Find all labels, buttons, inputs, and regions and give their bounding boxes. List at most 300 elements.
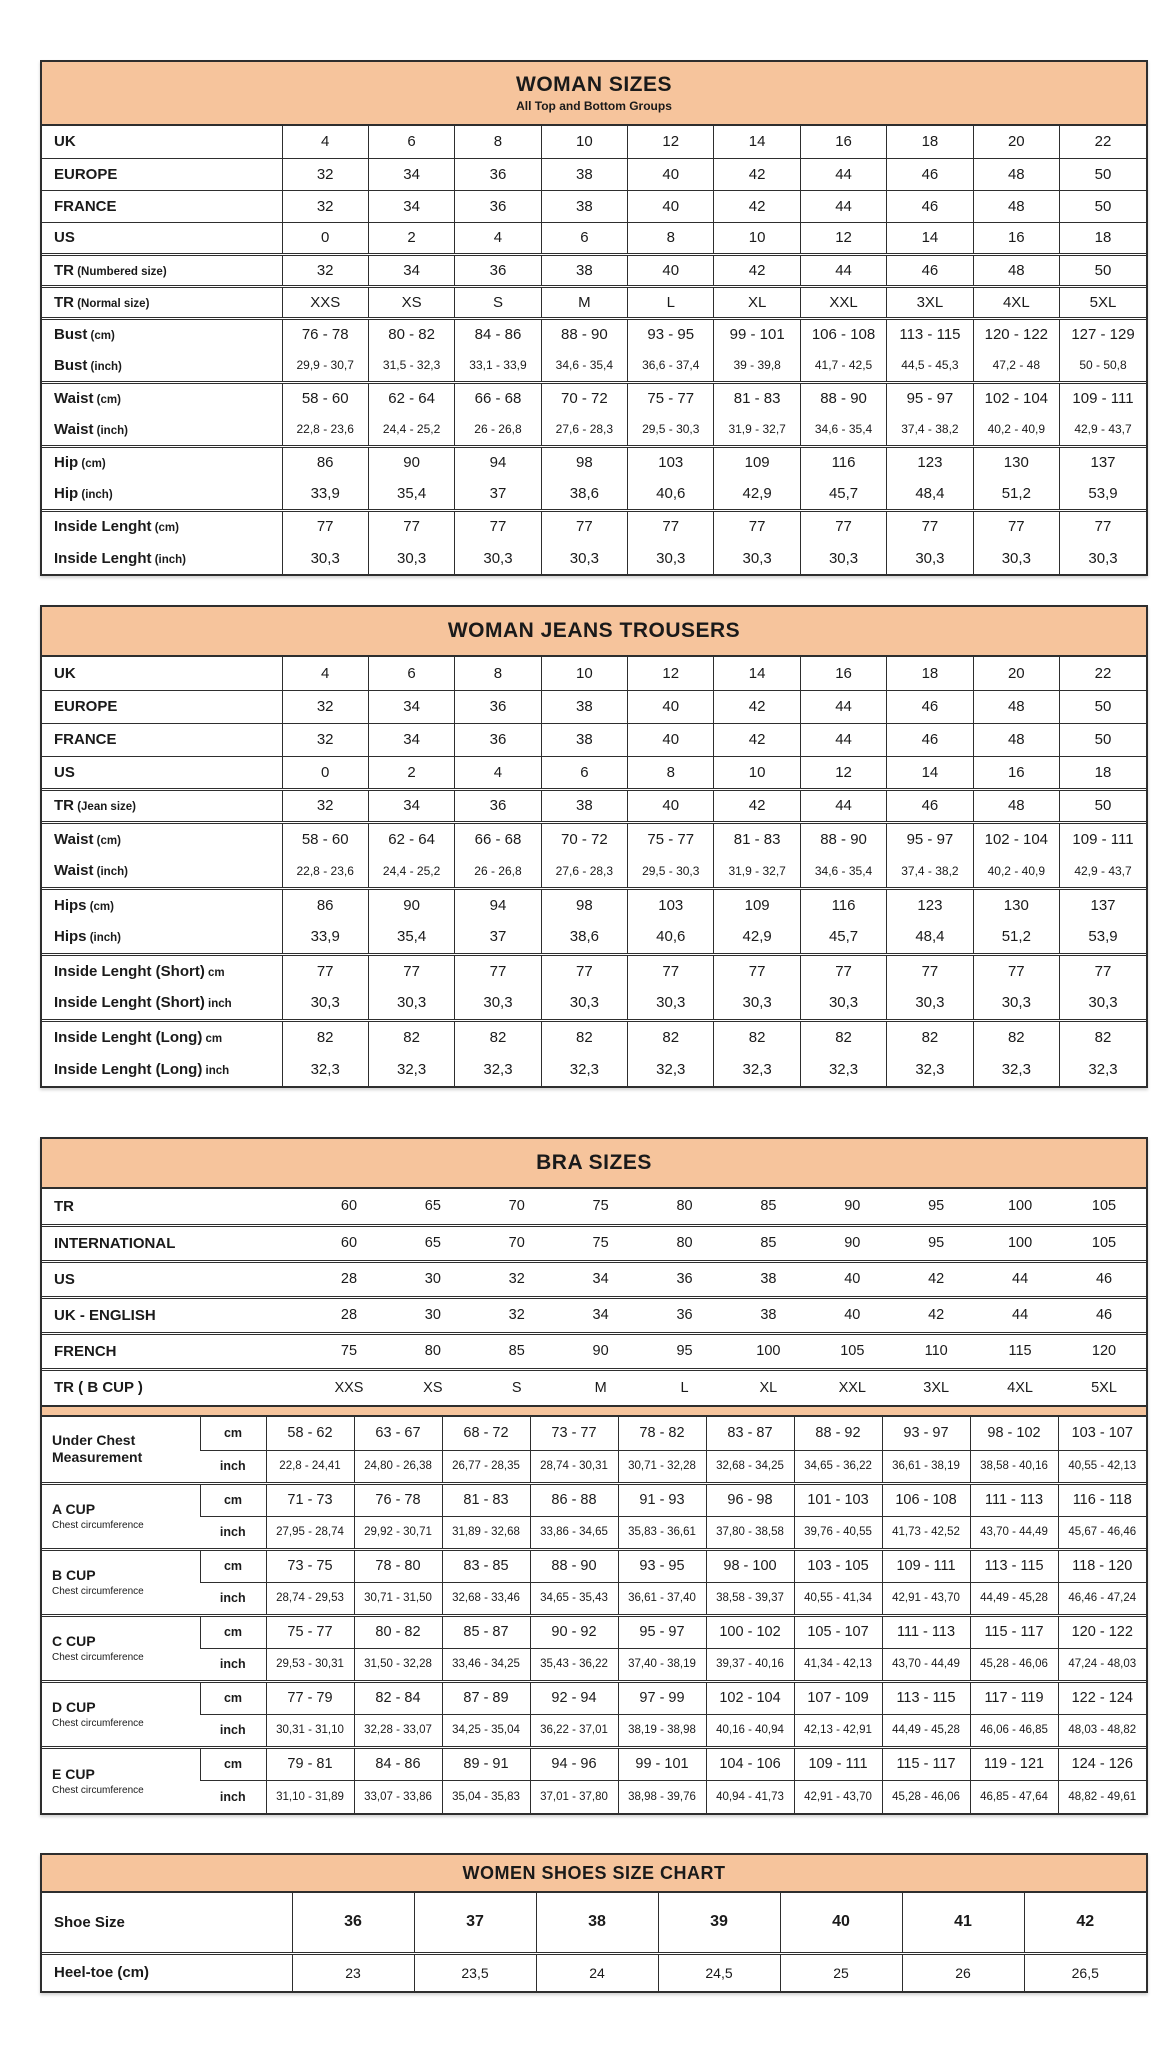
size-value: 95 (643, 1333, 727, 1369)
size-value: 100 (978, 1225, 1062, 1261)
size-row (42, 542, 1146, 574)
size-value: 41 (902, 1893, 1024, 1953)
cup-row (42, 1780, 1146, 1813)
size-value: 37,01 - 37,80 (530, 1780, 618, 1813)
size-value: 87 - 89 (442, 1681, 530, 1714)
size-value: 100 - 102 (706, 1615, 794, 1648)
size-value: 36,61 - 38,19 (882, 1450, 970, 1483)
size-value: 46,06 - 46,85 (970, 1714, 1058, 1747)
size-value: 86 (282, 446, 368, 478)
size-value: 38 (541, 789, 627, 822)
size-value: 51,2 (973, 478, 1059, 510)
size-value: 82 (368, 1020, 454, 1053)
size-row (42, 1261, 1146, 1297)
size-value: 82 (541, 1020, 627, 1053)
size-value: 77 (368, 510, 454, 542)
row-label (42, 1297, 307, 1333)
size-value: 37,4 - 38,2 (887, 855, 973, 888)
row-label-note: cm (202, 1032, 223, 1045)
size-value: 44 (800, 690, 886, 723)
size-value: 103 - 107 (1058, 1417, 1146, 1450)
cup-row (42, 1714, 1146, 1747)
row-label (42, 1953, 292, 1991)
size-value: 39 - 39,8 (714, 350, 800, 382)
size-value: 83 - 87 (706, 1417, 794, 1450)
size-value: 82 - 84 (354, 1681, 442, 1714)
row-label (42, 222, 282, 254)
size-value: 33,46 - 34,25 (442, 1648, 530, 1681)
row-label-text: Inside Lenght (Long) (54, 1028, 203, 1046)
size-value: 40 (628, 690, 714, 723)
size-value: 32 (282, 789, 368, 822)
row-label (42, 690, 282, 723)
size-value: 28 (307, 1261, 391, 1297)
size-value: 39,76 - 40,55 (794, 1516, 882, 1549)
row-label-note: cm (204, 966, 225, 979)
row-label (42, 789, 282, 822)
size-value: 42 (714, 254, 800, 286)
size-value: 12 (800, 756, 886, 789)
size-value: 46 (887, 789, 973, 822)
bra-sizes-table (40, 1137, 1148, 1815)
size-value: 40 (628, 158, 714, 190)
size-value: 99 - 101 (618, 1747, 706, 1780)
size-value: 32 (282, 190, 368, 222)
size-value: 29,5 - 30,3 (628, 855, 714, 888)
row-label (42, 855, 282, 888)
size-value: 103 (628, 888, 714, 921)
size-value: 30,3 (1060, 987, 1146, 1020)
size-value: 36,6 - 37,4 (628, 350, 714, 382)
row-label-text: Shoe Size (54, 1913, 125, 1931)
size-value: 32 (475, 1297, 559, 1333)
row-label (42, 1261, 307, 1297)
size-value: 14 (887, 222, 973, 254)
size-value: 40 (780, 1893, 902, 1953)
size-value: 80 (391, 1333, 475, 1369)
size-value: 42,9 - 43,7 (1060, 414, 1146, 446)
size-value: 42,91 - 43,70 (882, 1582, 970, 1615)
size-value: 122 - 124 (1058, 1681, 1146, 1714)
size-value: 30,3 (455, 542, 541, 574)
size-value: 75 - 77 (628, 822, 714, 855)
size-value: 80 (676, 1198, 693, 1215)
row-label-note: (inch) (86, 932, 122, 945)
size-value: 110 (894, 1333, 978, 1369)
size-value: 42 (894, 1261, 978, 1297)
size-value: 36 (455, 789, 541, 822)
size-value: 115 - 117 (970, 1615, 1058, 1648)
size-value: 77 (800, 510, 886, 542)
size-value: 93 - 95 (628, 318, 714, 350)
size-value: 95 (928, 1198, 945, 1215)
size-value: 24,5 (658, 1953, 780, 1991)
size-value: 30,3 (800, 987, 886, 1020)
size-value: 91 - 93 (618, 1483, 706, 1516)
cup-row (42, 1450, 1146, 1483)
size-value: 81 - 83 (714, 822, 800, 855)
size-value: 85 (726, 1225, 810, 1261)
size-value: 50 (1060, 723, 1146, 756)
size-value: 85 (475, 1333, 559, 1369)
size-value: 48 (973, 158, 1059, 190)
size-value: 77 (628, 510, 714, 542)
size-value: 30,3 (282, 987, 368, 1020)
row-label (42, 1020, 282, 1053)
size-value: 120 - 122 (973, 318, 1059, 350)
size-value: 32,3 (714, 1053, 800, 1086)
size-value: 95 (894, 1225, 978, 1261)
row-label-text: EUROPE (54, 165, 118, 183)
size-value: 78 - 82 (618, 1417, 706, 1450)
size-value: 26 - 26,8 (455, 414, 541, 446)
size-value: 65 (391, 1225, 475, 1261)
unit-cell: inch (200, 1648, 266, 1681)
size-value: 86 (282, 888, 368, 921)
size-value: 50 - 50,8 (1060, 350, 1146, 382)
row-label (42, 382, 282, 414)
size-row (42, 254, 1146, 286)
row-label-note: (inch) (78, 488, 113, 501)
cup-row (42, 1483, 1146, 1516)
women-shoes-body (42, 1893, 1146, 1991)
size-value: 75 (307, 1333, 391, 1369)
row-label-note: (Jean size) (74, 801, 136, 813)
size-row (42, 1893, 1146, 1953)
size-value: 50 (1060, 158, 1146, 190)
size-value: 10 (714, 756, 800, 789)
size-value: 35,83 - 36,61 (618, 1516, 706, 1549)
size-value: 45,7 (800, 921, 886, 954)
row-label (42, 1893, 292, 1953)
size-value: 31,9 - 32,7 (714, 855, 800, 888)
size-value: 100 (726, 1333, 810, 1369)
unit-cell: inch (200, 1450, 266, 1483)
size-value: 25 (780, 1953, 902, 1991)
size-value: 30,3 (1060, 542, 1146, 574)
size-value: 37,4 - 38,2 (887, 414, 973, 446)
size-value: 26 - 26,8 (455, 855, 541, 888)
cup-sublabel: Chest circumference (52, 1585, 144, 1597)
woman-jeans-body (42, 657, 1146, 1086)
size-value: 90 (559, 1333, 643, 1369)
size-value: 34,65 - 35,43 (530, 1582, 618, 1615)
size-value: 37 (455, 478, 541, 510)
size-value: 4XL (978, 1369, 1062, 1405)
cup-label (42, 1615, 200, 1681)
size-value: 30,3 (973, 987, 1059, 1020)
size-value: 18 (1060, 222, 1146, 254)
size-value: 32 (282, 158, 368, 190)
size-value: 40,2 - 40,9 (973, 855, 1059, 888)
size-value: 95 - 97 (887, 822, 973, 855)
size-value: 44 (800, 254, 886, 286)
size-value: 31,89 - 32,68 (442, 1516, 530, 1549)
size-value: 90 - 92 (530, 1615, 618, 1648)
size-value: 62 - 64 (368, 382, 454, 414)
size-value: 46,46 - 47,24 (1058, 1582, 1146, 1615)
size-value: 71 - 73 (266, 1483, 354, 1516)
size-value: 32,68 - 33,46 (442, 1582, 530, 1615)
bra-sizes-title: BRA SIZES (536, 1151, 652, 1174)
size-value: 40 (628, 789, 714, 822)
size-value: 79 - 81 (266, 1747, 354, 1780)
size-value: 85 (760, 1198, 777, 1215)
row-label-text: Heel-toe (cm) (54, 1964, 150, 1982)
size-value: 24,80 - 26,38 (354, 1450, 442, 1483)
size-value: 40 (628, 190, 714, 222)
size-value: 40 (628, 254, 714, 286)
size-value: 33,86 - 34,65 (530, 1516, 618, 1549)
size-value: 80 (643, 1225, 727, 1261)
size-value: 5XL (1060, 286, 1146, 318)
cup-sublabel: Chest circumference (52, 1784, 144, 1796)
size-value: L (643, 1369, 727, 1405)
size-value: 42,9 - 43,7 (1060, 855, 1146, 888)
size-value: 103 - 105 (794, 1549, 882, 1582)
size-value: 40,16 - 40,94 (706, 1714, 794, 1747)
size-value: 42 (1024, 1893, 1146, 1953)
size-value: 22,8 - 23,6 (282, 855, 368, 888)
size-value: 10 (541, 657, 627, 690)
size-value: 36 (455, 190, 541, 222)
size-value: 95 - 97 (887, 382, 973, 414)
size-value: 83 - 85 (442, 1549, 530, 1582)
size-value: 53,9 (1060, 478, 1146, 510)
size-value: 30,3 (628, 987, 714, 1020)
size-value: 12 (800, 222, 886, 254)
cup-sublabel: Chest circumference (52, 1717, 144, 1729)
size-value: 48,4 (887, 921, 973, 954)
size-value: 18 (887, 657, 973, 690)
size-value: 90 (368, 888, 454, 921)
row-label-text: Waist (54, 390, 94, 408)
size-value: 42 (714, 190, 800, 222)
size-value: 38 (541, 690, 627, 723)
woman-sizes-subtitle: All Top and Bottom Groups (516, 99, 672, 113)
size-value: 38 (726, 1261, 810, 1297)
row-label-text: EUROPE (54, 698, 118, 715)
size-value: 36 (643, 1297, 727, 1333)
size-value: 22,8 - 24,41 (266, 1450, 354, 1483)
size-value: 88 - 92 (794, 1417, 882, 1450)
size-value: 36 (292, 1893, 414, 1953)
size-value: XL (714, 286, 800, 318)
size-value: 45,67 - 46,46 (1058, 1516, 1146, 1549)
size-value: 100 (1007, 1198, 1033, 1215)
size-value: 33,9 (282, 921, 368, 954)
size-value: 30,3 (368, 987, 454, 1020)
size-value: 48 (973, 190, 1059, 222)
bra-sizes-divider-strip (42, 1405, 1146, 1417)
cup-row (42, 1648, 1146, 1681)
unit-cell: cm (200, 1681, 266, 1714)
size-value: 34 (559, 1261, 643, 1297)
size-value: 98 - 100 (706, 1549, 794, 1582)
size-value: 38,58 - 40,16 (970, 1450, 1058, 1483)
bra-sizes-body (42, 1189, 1146, 1405)
size-value: 96 - 98 (706, 1483, 794, 1516)
size-value: 45,28 - 46,06 (970, 1648, 1058, 1681)
size-value: 113 - 115 (970, 1549, 1058, 1582)
size-value: 35,4 (368, 921, 454, 954)
cup-row (42, 1681, 1146, 1714)
size-value: XXL (810, 1369, 894, 1405)
size-value: 77 (282, 954, 368, 987)
size-row (42, 789, 1146, 822)
size-value: 30,3 (541, 542, 627, 574)
cup-label (42, 1549, 200, 1615)
size-value: 32,3 (282, 1053, 368, 1086)
row-label-text: Inside Lenght (Long) (54, 1061, 203, 1078)
row-label-note: (inch) (87, 360, 122, 373)
size-value: 44,5 - 45,3 (887, 350, 973, 382)
size-value: 30,3 (282, 542, 368, 574)
size-value: 86 - 88 (530, 1483, 618, 1516)
size-value: 46 (887, 690, 973, 723)
row-label-text: Bust (54, 326, 88, 344)
size-value: 77 (887, 954, 973, 987)
size-value: 111 - 113 (882, 1615, 970, 1648)
cup-row (42, 1549, 1146, 1582)
size-value: 48 (973, 254, 1059, 286)
size-row (42, 382, 1146, 414)
cup-label (42, 1417, 200, 1483)
woman-sizes-body (42, 126, 1146, 574)
size-value: 48 (973, 723, 1059, 756)
row-label-text: Waist (54, 420, 94, 438)
size-value: 30,3 (541, 987, 627, 1020)
size-value: 4 (455, 756, 541, 789)
row-label-note: (cm) (86, 900, 114, 913)
size-value: 77 (541, 510, 627, 542)
size-value: XXL (800, 286, 886, 318)
women-shoes-grid (42, 1893, 1146, 1991)
size-value: 97 - 99 (618, 1681, 706, 1714)
cup-label-text: C CUP (52, 1633, 96, 1650)
row-label-note: (inch) (93, 866, 128, 879)
size-value: 58 - 62 (266, 1417, 354, 1450)
size-value: 6 (368, 126, 454, 158)
size-value: 34 (368, 723, 454, 756)
unit-cell: cm (200, 1747, 266, 1780)
row-label (42, 254, 282, 286)
size-value: 12 (628, 657, 714, 690)
size-row (42, 222, 1146, 254)
size-value: 30,3 (800, 542, 886, 574)
row-label-text: TR (54, 261, 74, 279)
size-value: 116 (800, 446, 886, 478)
unit-cell: inch (200, 1516, 266, 1549)
size-value: 30,31 - 31,10 (266, 1714, 354, 1747)
size-value: 32,3 (455, 1053, 541, 1086)
size-value: 45,28 - 46,06 (882, 1780, 970, 1813)
size-value: 3XL (887, 286, 973, 318)
cup-row (42, 1417, 1146, 1450)
size-value: 111 - 113 (970, 1483, 1058, 1516)
unit-cell: inch (200, 1714, 266, 1747)
row-label (42, 1369, 307, 1405)
size-value: 44 (800, 723, 886, 756)
row-label-text: Inside Lenght (Short) (54, 994, 205, 1012)
size-row (42, 1053, 1146, 1086)
size-value: 50 (1060, 190, 1146, 222)
size-value: 20 (973, 657, 1059, 690)
size-value: 60 (340, 1198, 358, 1215)
size-value: 77 (714, 954, 800, 987)
row-label-text: Inside Lenght (54, 518, 152, 536)
size-value: 37,80 - 38,58 (706, 1516, 794, 1549)
row-label-text: Waist (54, 862, 94, 880)
size-value: 90 (368, 446, 454, 478)
size-value: 12 (628, 126, 714, 158)
size-value: 38 (541, 190, 627, 222)
row-label-text: US (54, 229, 75, 246)
size-value: 82 (282, 1020, 368, 1053)
row-label (42, 126, 282, 158)
size-value: 22 (1060, 126, 1146, 158)
size-value: 14 (887, 756, 973, 789)
size-value: 105 (810, 1333, 894, 1369)
size-value: 22 (1060, 657, 1146, 690)
size-row (42, 657, 1146, 690)
size-value: 82 (714, 1020, 800, 1053)
size-value: 8 (628, 756, 714, 789)
cup-label-text: B CUP (52, 1567, 96, 1584)
cup-row (42, 1615, 1146, 1648)
size-value: 70 (508, 1198, 525, 1215)
unit-cell: cm (200, 1615, 266, 1648)
size-value: 77 (628, 954, 714, 987)
size-value: 113 - 115 (882, 1681, 970, 1714)
size-value: 38,19 - 38,98 (618, 1714, 706, 1747)
size-value: 63 - 67 (354, 1417, 442, 1450)
size-value: 27,6 - 28,3 (541, 855, 627, 888)
size-value: 38,6 (541, 921, 627, 954)
size-value: 51,2 (973, 921, 1059, 954)
size-row (42, 126, 1146, 158)
women-shoes-title: WOMEN SHOES SIZE CHART (462, 1862, 726, 1883)
size-value: 116 (800, 888, 886, 921)
size-row (42, 318, 1146, 350)
bra-sizes-grid (42, 1189, 1146, 1405)
size-row (42, 1225, 1146, 1261)
size-value: 80 - 82 (368, 318, 454, 350)
size-value: 88 - 90 (541, 318, 627, 350)
size-value: 44 (978, 1297, 1062, 1333)
size-value: 58 - 60 (282, 822, 368, 855)
size-row (42, 1953, 1146, 1991)
row-label (42, 414, 282, 446)
size-value: 40,94 - 41,73 (706, 1780, 794, 1813)
size-value: 33,07 - 33,86 (354, 1780, 442, 1813)
size-value: 14 (714, 657, 800, 690)
size-value: 34,65 - 36,22 (794, 1450, 882, 1483)
size-value: 42 (714, 723, 800, 756)
size-value: 93 - 95 (618, 1549, 706, 1582)
size-value: 36 (455, 254, 541, 286)
size-row (42, 1297, 1146, 1333)
size-value: 6 (541, 222, 627, 254)
size-value: 42,91 - 43,70 (794, 1780, 882, 1813)
size-value: 30,71 - 31,50 (354, 1582, 442, 1615)
row-label-note: (cm) (78, 458, 106, 471)
size-value: 70 - 72 (541, 382, 627, 414)
row-label (42, 888, 282, 921)
size-value: 44 (978, 1261, 1062, 1297)
cup-row (42, 1516, 1146, 1549)
size-value: 76 - 78 (354, 1483, 442, 1516)
